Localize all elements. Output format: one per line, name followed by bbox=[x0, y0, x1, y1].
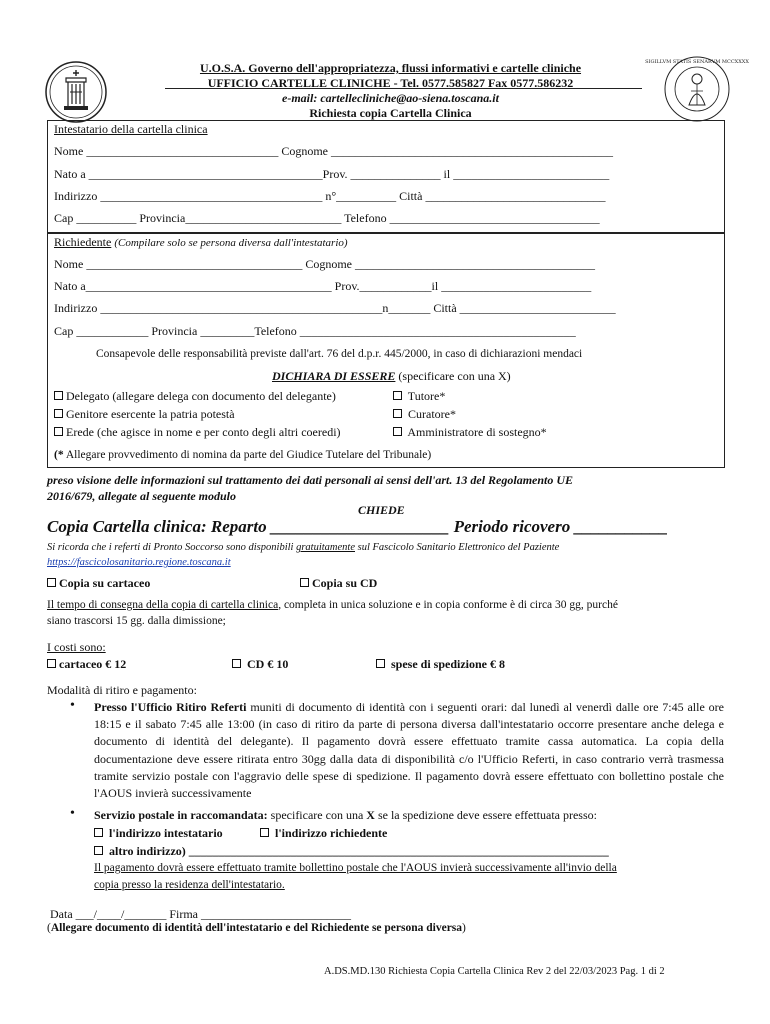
checkbox-icon[interactable] bbox=[47, 659, 56, 668]
option-copia-cd[interactable]: Copia su CD bbox=[300, 576, 377, 591]
intestatario-row-cap[interactable]: Cap __________ Provincia__________________________ Telefono ___________________________________ bbox=[54, 211, 600, 225]
header-form-title: Richiesta copia Cartella Clinica bbox=[309, 106, 472, 120]
costo-cartaceo[interactable]: cartaceo € 12 bbox=[47, 657, 126, 672]
richiedente-row-nome-cognome[interactable]: Nome ____________________________________ Cognome ________________________________________ bbox=[54, 257, 595, 271]
postale-note-line1: Il pagamento dovrà essere effettuato tramite bollettino postale che l'AOUS invierà successivamente all'invio della bbox=[94, 862, 617, 874]
fse-note: Si ricorda che i referti di Pronto Soccorso sono disponibili gratuitamente sul Fascicolo Sanitario Elettronico del Paziente bbox=[47, 542, 560, 553]
header-email: e-mail: cartellecliniche@ao-siena.toscana.it bbox=[282, 91, 499, 105]
option-copia-cartaceo[interactable]: Copia su cartaceo bbox=[47, 576, 150, 591]
costo-spedizione[interactable]: spese di spedizione € 8 bbox=[376, 657, 505, 672]
checkbox-icon[interactable] bbox=[94, 846, 103, 855]
intestatario-row-nome-cognome[interactable]: Nome ________________________________ Cognome _______________________________________________ bbox=[54, 144, 613, 158]
page-footer: A.DS.MD.130 Richiesta Copia Cartella Clinica Rev 2 del 22/03/2023 Pag. 1 di 2 bbox=[324, 966, 665, 977]
checkbox-icon[interactable] bbox=[232, 659, 241, 668]
intestatario-section bbox=[47, 120, 725, 233]
richiedente-section bbox=[47, 233, 725, 468]
checkbox-icon[interactable] bbox=[393, 427, 402, 436]
checkbox-icon[interactable] bbox=[54, 391, 63, 400]
checkbox-icon[interactable] bbox=[54, 427, 63, 436]
checkbox-icon[interactable] bbox=[393, 391, 402, 400]
ritiro-paragraph: Presso l'Ufficio Ritiro Referti muniti di documento di identità con i seguenti orari: dal lunedì al venerdì dalle ore 7:45 alle ore 18:15 e il sabato 7:45 alle 13:00 (in caso di ritiro da parte di persona diversa dall'intestatario occorre presentare anche delega e documento di identità del delegante). Il pagamento dovrà essere effettuato tramite cassa automatica. La copia della documentazione deve essere ritirata entro 30gg dalla data di disponibilità c/o l'Ufficio Referti, in caso contrario verrà trasmessa tramite servizio postale con l'aggravio delle spese di spedizione. Il pagamento dovrà essere effettuato con bollettino postale che l'AOUS invierà successivamente bbox=[94, 700, 724, 801]
option-indirizzo-richiedente[interactable]: l'indirizzo richiedente bbox=[260, 826, 387, 841]
intestatario-title: Intestatario della cartella clinica bbox=[54, 122, 208, 136]
richiedente-row-indirizzo[interactable]: Indirizzo _______________________________________________n_______ Città __________________________ bbox=[54, 301, 616, 315]
option-curatore[interactable]: Curatore* bbox=[393, 407, 456, 422]
checkbox-icon[interactable] bbox=[260, 828, 269, 837]
footnote-tutela: (* Allegare provvedimento di nomina da parte del Giudice Tutelare del Tribunale) bbox=[54, 449, 432, 461]
bullet-icon: • bbox=[70, 806, 75, 821]
bullet-icon: • bbox=[70, 698, 75, 713]
svg-text:SIGILLVM STATIS SENARVM MCCXXX: SIGILLVM STATIS SENARVM MCCXXXX bbox=[645, 59, 749, 65]
header-unit: U.O.S.A. Governo dell'appropriatezza, flussi informativi e cartelle cliniche bbox=[199, 61, 582, 75]
option-genitore[interactable]: Genitore esercente la patria potestà bbox=[54, 407, 235, 422]
postale-note-line2: copia presso la residenza dell'intestatario. bbox=[94, 879, 285, 891]
servizio-postale-line: Servizio postale in raccomandata: specificare con una X se la spedizione deve essere effettuata presso: bbox=[94, 808, 597, 822]
tempo-consegna-line2: siano trascorsi 15 gg. dalla dimissione; bbox=[47, 615, 226, 627]
privacy-line2: 2016/679, allegate al seguente modulo bbox=[47, 489, 236, 503]
privacy-line1: preso visione delle informazioni sul trattamento dei dati personali ai sensi dell'art. 13 del Regolamento UE bbox=[47, 473, 574, 487]
checkbox-icon[interactable] bbox=[300, 578, 309, 587]
modalita-title: Modalità di ritiro e pagamento: bbox=[47, 683, 197, 697]
consapevole-text: Consapevole delle responsabilità previste dall'art. 76 del d.p.r. 445/2000, in caso di dichiarazioni mendaci bbox=[96, 348, 583, 360]
hospital-logo bbox=[44, 60, 108, 124]
richiedente-row-cap[interactable]: Cap ____________ Provincia _________Telefono ______________________________________________ bbox=[54, 324, 576, 338]
header-office: UFFICIO CARTELLE CLINICHE - Tel. 0577.585827 Fax 0577.586232 bbox=[207, 76, 574, 90]
dichiara-heading: DICHIARA DI ESSERE (specificare con una X) bbox=[272, 369, 511, 383]
allegare-note: (Allegare documento di identità dell'intestatario e del Richiedente se persona diversa) bbox=[47, 922, 466, 934]
fse-link[interactable]: https://fascicolosanitario.regione.toscana.it bbox=[47, 557, 231, 568]
costo-cd[interactable]: CD € 10 bbox=[232, 657, 288, 672]
copia-reparto-title[interactable]: Copia Cartella clinica: Reparto _____________________ Periodo ricovero ___________ bbox=[47, 517, 668, 536]
checkbox-icon[interactable] bbox=[376, 659, 385, 668]
checkbox-icon[interactable] bbox=[94, 828, 103, 837]
city-seal-emblem bbox=[645, 55, 749, 123]
checkbox-icon[interactable] bbox=[47, 578, 56, 587]
costi-title: I costi sono: bbox=[47, 640, 106, 654]
option-altro-indirizzo[interactable]: altro indirizzo) ______________________________________________________________________ bbox=[94, 844, 609, 859]
option-tutore[interactable]: Tutore* bbox=[393, 389, 445, 404]
intestatario-row-nascita[interactable]: Nato a _______________________________________Prov. _______________ il __________________________ bbox=[54, 167, 610, 181]
chiede-heading: CHIEDE bbox=[358, 503, 405, 517]
option-amministratore[interactable]: Amministratore di sostegno* bbox=[393, 425, 547, 440]
intestatario-row-indirizzo[interactable]: Indirizzo _____________________________________ n°__________ Città ______________________________ bbox=[54, 189, 606, 203]
richiedente-title: Richiedente (Compilare solo se persona diversa dall'intestatario) bbox=[54, 235, 348, 249]
option-delegato[interactable]: Delegato (allegare delega con documento del delegante) bbox=[54, 389, 336, 404]
tempo-consegna-line1: Il tempo di consegna della copia di cartella clinica, completa in unica soluzione e in copia conforme è di circa 30 gg, purché bbox=[47, 599, 618, 611]
option-erede[interactable]: Erede (che agisce in nome e per conto degli altri coeredi) bbox=[54, 425, 341, 440]
option-indirizzo-intestatario[interactable]: l'indirizzo intestatario bbox=[94, 826, 223, 841]
checkbox-icon[interactable] bbox=[393, 409, 402, 418]
richiedente-row-nascita[interactable]: Nato a_________________________________________ Prov.____________il _________________________ bbox=[54, 279, 592, 293]
data-firma-field[interactable]: Data ___/____/_______ Firma _________________________ bbox=[50, 907, 351, 921]
checkbox-icon[interactable] bbox=[54, 409, 63, 418]
